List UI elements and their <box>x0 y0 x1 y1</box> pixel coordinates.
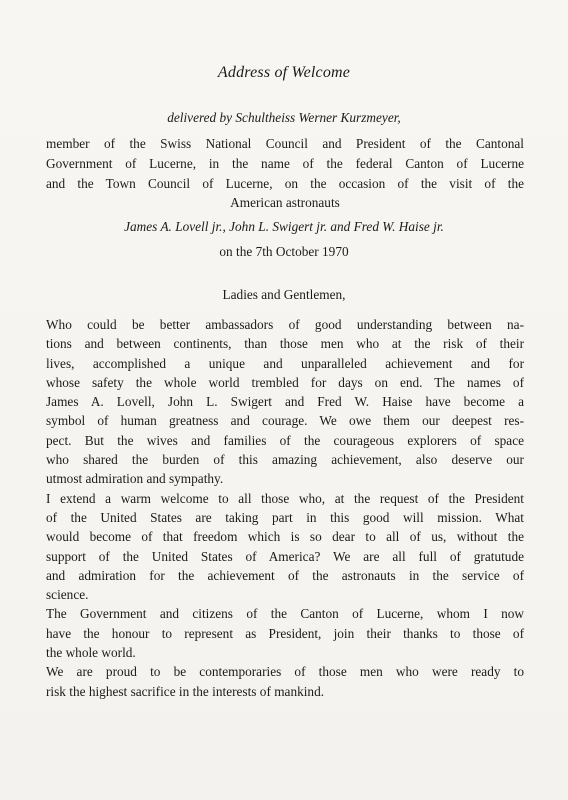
delivered-by-line: delivered by Schultheiss Werner Kurzmeyer, <box>167 110 401 125</box>
greeting: Ladies and Gentlemen, <box>222 287 346 302</box>
date-line: on the 7th October 1970 <box>219 244 349 259</box>
body-line: utmost admiration and sympathy. <box>46 471 224 487</box>
body-line: Who could be better ambassadors of good understanding between na- <box>46 317 524 332</box>
body-line: who shared the burden of this amazing achievement, also deserve our <box>46 452 524 468</box>
body-line: and admiration for the achievement of the astronauts in the service of <box>46 567 524 583</box>
intro-line: Government of Lucerne, in the name of the federal Canton of Lucerne <box>46 155 524 171</box>
body-line: lives, accomplished a unique and unparalleled achievement and for <box>46 355 524 371</box>
body-line: I extend a warm welcome to all those who, at the request of the President <box>46 490 524 506</box>
body-line: tions and between continents, than those men who at the risk of their <box>46 336 524 352</box>
body-line: would become of that freedom which is so dear to all of us, without the <box>46 529 524 545</box>
astronauts-line: James A. Lovell jr., John L. Swigert jr. and Fred W. Haise jr. <box>124 219 444 234</box>
document-title: Address of Welcome <box>217 64 351 81</box>
body-line: James A. Lovell, John L. Swigert and Fred W. Haise have become a <box>46 394 524 410</box>
body-line: the whole world. <box>46 645 136 661</box>
intro-line: and the Town Council of Lucerne, on the occasion of the visit of the <box>46 175 524 191</box>
intro-paragraph <box>46 134 524 213</box>
body-line: pect. But the wives and families of the courageous explorers of space <box>46 432 524 448</box>
body-line: The Government and citizens of the Canton of Lucerne, whom I now <box>46 606 524 622</box>
body-line: science. <box>46 587 89 603</box>
body-text <box>46 315 524 701</box>
intro-line: member of the Swiss National Council and President of the Cantonal <box>46 136 524 151</box>
intro-line: American astronauts <box>230 195 340 211</box>
body-line: whose safety the whole world trembled for days on end. The names of <box>46 374 524 390</box>
body-line: have the honour to represent as President, join their thanks to those of <box>46 625 524 641</box>
body-line: symbol of human greatness and courage. We owe them our deepest res- <box>46 413 524 429</box>
body-line: We are proud to be contemporaries of those men who were ready to <box>46 664 524 680</box>
body-line: risk the highest sacrifice in the interests of mankind. <box>46 683 325 699</box>
body-line: support of the United States of America? We are all full of gratutude <box>46 548 524 564</box>
body-line: of the United States are taking part in this good will mission. What <box>46 509 524 525</box>
